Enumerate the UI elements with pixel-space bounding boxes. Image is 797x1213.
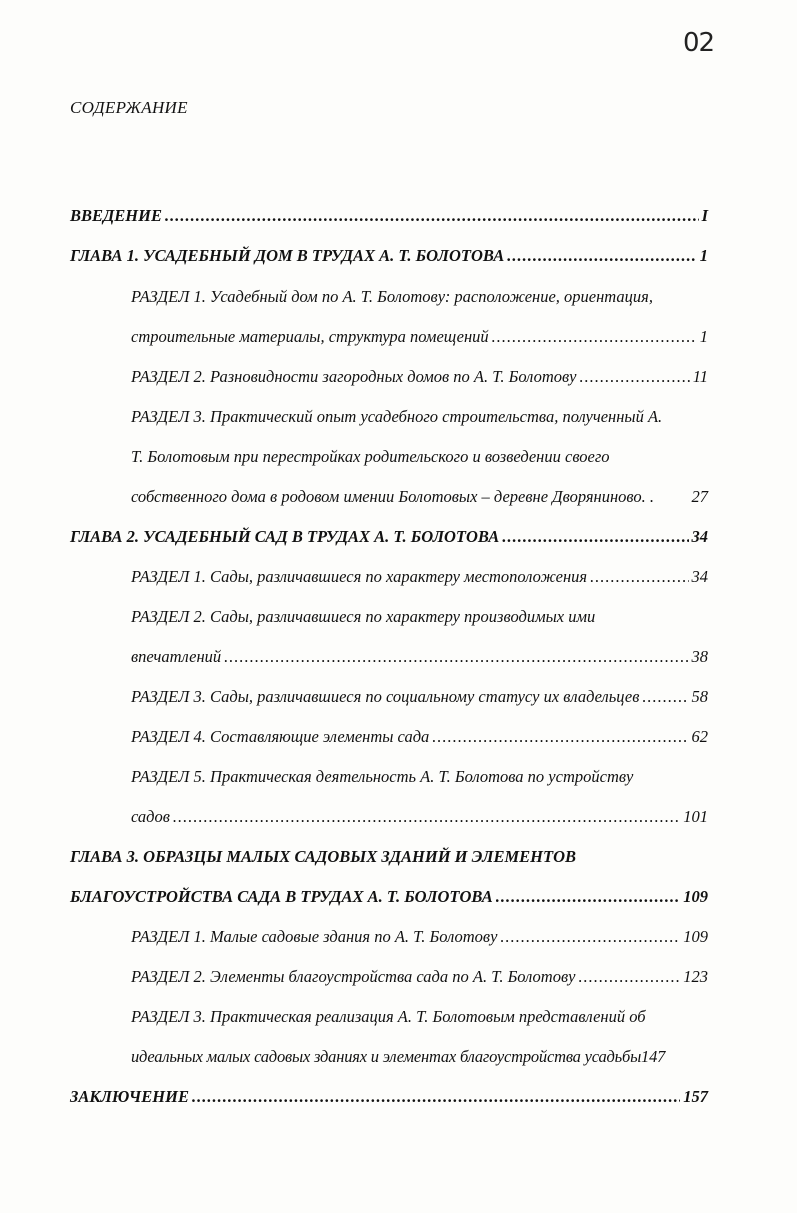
- toc-entry-ch3-section-2[interactable]: [131, 966, 708, 988]
- toc-entry-ch1-section-3-line-2[interactable]: Т. Болотовым при перестройках родительского и возведении своего: [131, 447, 610, 466]
- toc-entry-title: строительные материалы, структура помещений: [131, 327, 489, 346]
- toc-leader: [192, 1086, 680, 1108]
- toc-leader: [579, 366, 689, 388]
- toc-page-number: 34: [691, 567, 708, 586]
- toc-entry-chapter-2[interactable]: [70, 526, 708, 548]
- toc-entry-title: РАЗДЕЛ 2. Разновидности загородных домов по А. Т. Болотову: [131, 367, 577, 386]
- toc-leader: [173, 806, 680, 828]
- toc-entry-title: садов: [131, 807, 170, 826]
- page-title: СОДЕРЖАНИЕ: [70, 98, 188, 117]
- toc-leader: [165, 205, 699, 227]
- toc-leader: [224, 646, 688, 668]
- toc-entry-ch3-section-3-line-1[interactable]: РАЗДЕЛ 3. Практическая реализация А. Т. Болотовым представлений об: [131, 1007, 646, 1026]
- toc-page-number: 157: [683, 1087, 708, 1106]
- toc-entry-conclusion[interactable]: [70, 1086, 708, 1108]
- toc-entry-title: собственного дома в родовом имении Болотовых – деревне Дворяниново. .: [131, 487, 654, 506]
- toc-entry-title: ГЛАВА 1. УСАДЕБНЫЙ ДОМ В ТРУДАХ А. Т. БОЛОТОВА: [70, 246, 505, 265]
- toc-page-number: 1: [699, 327, 708, 346]
- toc-leader: [578, 966, 680, 988]
- handwritten-page-mark: 02: [683, 28, 715, 58]
- toc-page-number: 109: [683, 927, 708, 946]
- toc-leader: [492, 326, 697, 348]
- toc-entry-title: РАЗДЕЛ 2. Элементы благоустройства сада по А. Т. Болотову: [131, 967, 576, 986]
- toc-entry-title: впечатлений: [131, 647, 222, 666]
- toc-entry-ch2-section-5-line-1[interactable]: РАЗДЕЛ 5. Практическая деятельность А. Т. Болотова по устройству: [131, 767, 634, 786]
- toc-leader: [507, 245, 696, 267]
- toc-page-number: 123: [683, 967, 708, 986]
- toc-entry-ch1-section-3[interactable]: [131, 486, 708, 508]
- toc-page-number: 101: [683, 807, 708, 826]
- toc-entry-ch1-section-1-line-1[interactable]: РАЗДЕЛ 1. Усадебный дом по А. Т. Болотову: расположение, ориентация,: [131, 287, 653, 306]
- toc-entry-title: БЛАГОУСТРОЙСТВА САДА В ТРУДАХ А. Т. БОЛОТОВА: [70, 887, 493, 906]
- toc-leader: [500, 926, 680, 948]
- toc-leader: [590, 566, 688, 588]
- toc-page-number: 38: [691, 647, 708, 666]
- toc-leader: [502, 526, 688, 548]
- toc-entry-title: РАЗДЕЛ 4. Составляющие элементы сада: [131, 727, 430, 746]
- toc-entry-ch2-section-4[interactable]: [131, 726, 708, 748]
- toc-entry-ch2-section-3[interactable]: [131, 686, 708, 708]
- toc-entry-title: РАЗДЕЛ 1. Сады, различавшиеся по характеру местоположения: [131, 567, 588, 586]
- toc-page-number: 58: [691, 687, 708, 706]
- toc-entry-title: РАЗДЕЛ 3. Сады, различавшиеся по социальному статусу их владельцев: [131, 687, 640, 706]
- toc-page-number: 62: [691, 727, 708, 746]
- toc-entry-ch1-section-3-line-1[interactable]: РАЗДЕЛ 3. Практический опыт усадебного строительства, полученный А.: [131, 407, 663, 426]
- toc-leader: [642, 686, 688, 708]
- toc-entry-ch2-section-2[interactable]: [131, 646, 708, 668]
- toc-entry-title: ЗАКЛЮЧЕНИЕ: [70, 1087, 189, 1106]
- toc-entry-ch1-section-2[interactable]: [131, 366, 708, 388]
- toc-entry-ch2-section-5[interactable]: [131, 806, 708, 828]
- toc-page-number: 34: [691, 527, 708, 546]
- toc-entry-ch1-section-1[interactable]: [131, 326, 708, 348]
- toc-entry-chapter-3-line-1[interactable]: ГЛАВА 3. ОБРАЗЦЫ МАЛЫХ САДОВЫХ ЗДАНИЙ И ЭЛЕМЕНТОВ: [70, 847, 576, 866]
- toc-leader: [432, 726, 688, 748]
- toc-entry-title: ВВЕДЕНИЕ: [70, 206, 162, 225]
- toc-entry-ch3-section-3-line-2[interactable]: идеальных малых садовых зданиях и элементах благоустройства усадьбы147: [131, 1047, 666, 1066]
- toc-entry-intro[interactable]: [70, 205, 708, 227]
- toc-entry-chapter-1[interactable]: [70, 245, 708, 267]
- toc-entry-chapter-3[interactable]: [70, 886, 708, 908]
- toc-page-number: 27: [691, 487, 708, 506]
- toc-page-number: I: [701, 206, 708, 225]
- toc-entry-title: ГЛАВА 2. УСАДЕБНЫЙ САД В ТРУДАХ А. Т. БОЛОТОВА: [70, 527, 500, 546]
- toc-entry-ch2-section-2-line-1[interactable]: РАЗДЕЛ 2. Сады, различавшиеся по характеру производимых ими: [131, 607, 596, 626]
- toc-leader: [496, 886, 680, 908]
- toc-page-number: 109: [683, 887, 708, 906]
- toc-entry-title: РАЗДЕЛ 1. Малые садовые здания по А. Т. Болотову: [131, 927, 498, 946]
- toc-entry-ch3-section-1[interactable]: [131, 926, 708, 948]
- toc-page-number: 11: [692, 367, 708, 386]
- toc-page-number: 1: [699, 246, 708, 265]
- toc-entry-ch2-section-1[interactable]: [131, 566, 708, 588]
